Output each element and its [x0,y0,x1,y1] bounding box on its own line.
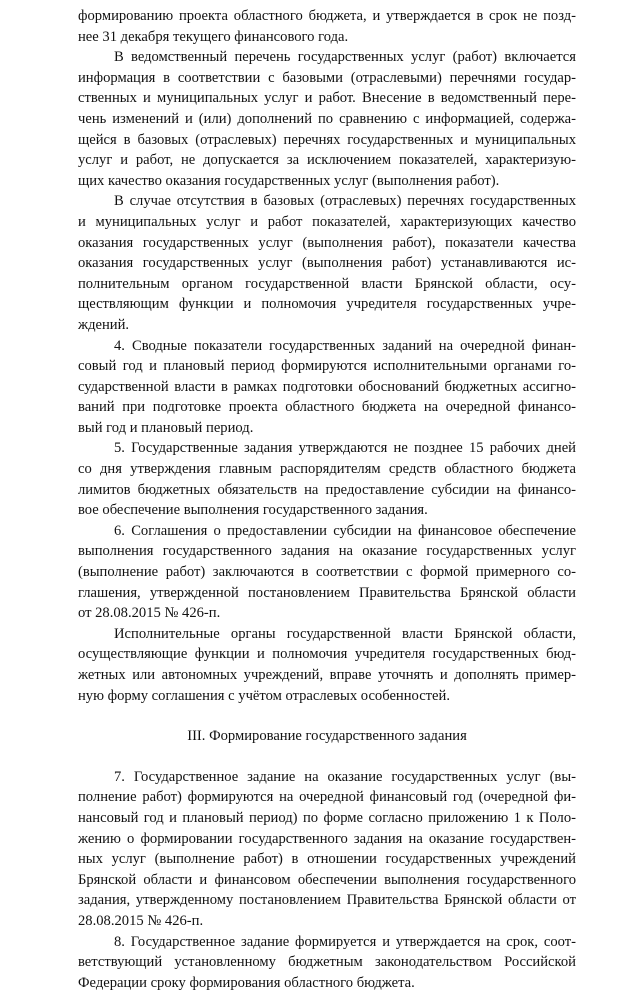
text-line: ществляющим функции и полномочия учредителя государственных учре- [78,296,576,313]
text-line: от 28.08.2015 № 426-п. [78,605,221,622]
text-line: (выполнение работ) заключаются в соответствии с формой примерного со- [78,564,576,581]
text-line: вый год и плановый период. [78,419,254,436]
text-line: ную форму соглашения с учётом отраслевых особенностей. [78,687,450,704]
text-line: лимитов бюджетных обязательств на предоставление субсидии на финансо- [78,481,576,498]
text-line: ваний при подготовке проекта областного бюджета на очередной финансо- [78,399,576,416]
paragraph-item-7 [78,767,576,932]
text-line: со дня утверждения главным распорядителям средств областного бюджета [78,461,576,478]
text-line: Федерации сроку формирования областного бюджета. [78,974,415,991]
paragraph-quality-indicators [78,191,576,335]
text-line: осуществляющие функции и полномочия учредителя государственных бюд- [78,646,576,663]
text-line: и муниципальных услуг и работ показателей, характеризующих качество [78,213,576,230]
text-line: информация в соответствии с базовыми (отраслевыми) перечнями государ- [78,69,576,86]
text-line: 7. Государственное задание на оказание государственных услуг (вы- [114,768,576,785]
text-line: В ведомственный перечень государственных услуг (работ) включается [114,49,576,66]
text-line: 6. Соглашения о предоставлении субсидии на финансовое обеспечение [114,522,576,539]
paragraph-item-8 [78,932,576,993]
text-line: ветствующий установленному бюджетным законодательством Российской [78,954,576,971]
text-line: оказания государственных услуг (выполнения работ), показатели качества [78,234,576,251]
text-line: ных услуг (выполнение работ) в отношении государственных учреждений [78,851,576,868]
paragraph-executive-bodies [78,624,576,706]
text-line: совый год и плановый период формируются исполнительными органами го- [78,358,576,375]
text-line: выполнения государственного задания на оказание государственных услуг [78,543,576,560]
text-line: щейся в базовых (отраслевых) перечнях государственных и муниципальных [78,131,576,148]
text-line: оказания государственных услуг (выполнения работ) устанавливаются ис- [78,255,576,272]
text-line: 8. Государственное задание формируется и утверждается на срок, соот- [114,933,576,950]
text-line: жению о формировании государственного задания на оказание государствен- [78,830,576,847]
document-page [78,6,576,993]
text-line: задания, утвержденному постановлением Правительства Брянской области от [78,892,576,909]
text-line: полнение работ) формируются на очередной финансовый год (очередной фи- [78,789,576,806]
text-line: В случае отсутствия в базовых (отраслевых) перечнях государственных [114,193,576,210]
text-line: глашения, утвержденной постановлением Правительства Брянской области [78,584,576,601]
text-line: Брянской области и финансовом обеспечении выполнения государственного [78,871,576,888]
text-line: нее 31 декабря текущего финансового года. [78,28,349,45]
paragraph-item-4 [78,336,576,439]
text-line: ственных и муниципальных услуг и работ. Внесение в ведомственный пере- [78,90,576,107]
text-line: 5. Государственные задания утверждаются не позднее 15 рабочих дней [114,440,576,457]
paragraph-continuation [78,6,576,47]
text-line: щих качество оказания государственных услуг (выполнения работ). [78,172,500,189]
section-heading: III. Формирование государственного задания [187,728,467,745]
text-line: сударственной власти в рамках подготовки обоснований бюджетных ассигно- [78,378,576,395]
text-line: вое обеспечение выполнения государственного задания. [78,502,428,519]
text-line: нансовый год и плановый период) по форме согласно приложению 1 к Поло- [78,809,576,826]
text-line: 4. Сводные показатели государственных заданий на очередной финан- [114,337,576,354]
paragraph-item-6 [78,521,576,624]
text-line: Исполнительные органы государственной власти Брянской области, [114,625,576,642]
text-line: полнительным органом государственной власти Брянской области, осу- [78,275,576,292]
text-line: услуг и работ, не допускается за исключением показателей, характеризую- [78,152,576,169]
text-line: 28.08.2015 № 426-п. [78,912,204,929]
text-line: чень изменений и (или) дополнений по сравнению с информацией, содержа- [78,110,576,127]
text-line: формированию проекта областного бюджета, и утверждается в срок не позд- [78,8,576,24]
paragraph-item-5 [78,438,576,520]
text-line: жетных или автономных учреждений, вправе уточнять и дополнять пример- [78,667,576,683]
text-line: ждений. [78,316,130,333]
paragraph-departmental-list [78,47,576,191]
